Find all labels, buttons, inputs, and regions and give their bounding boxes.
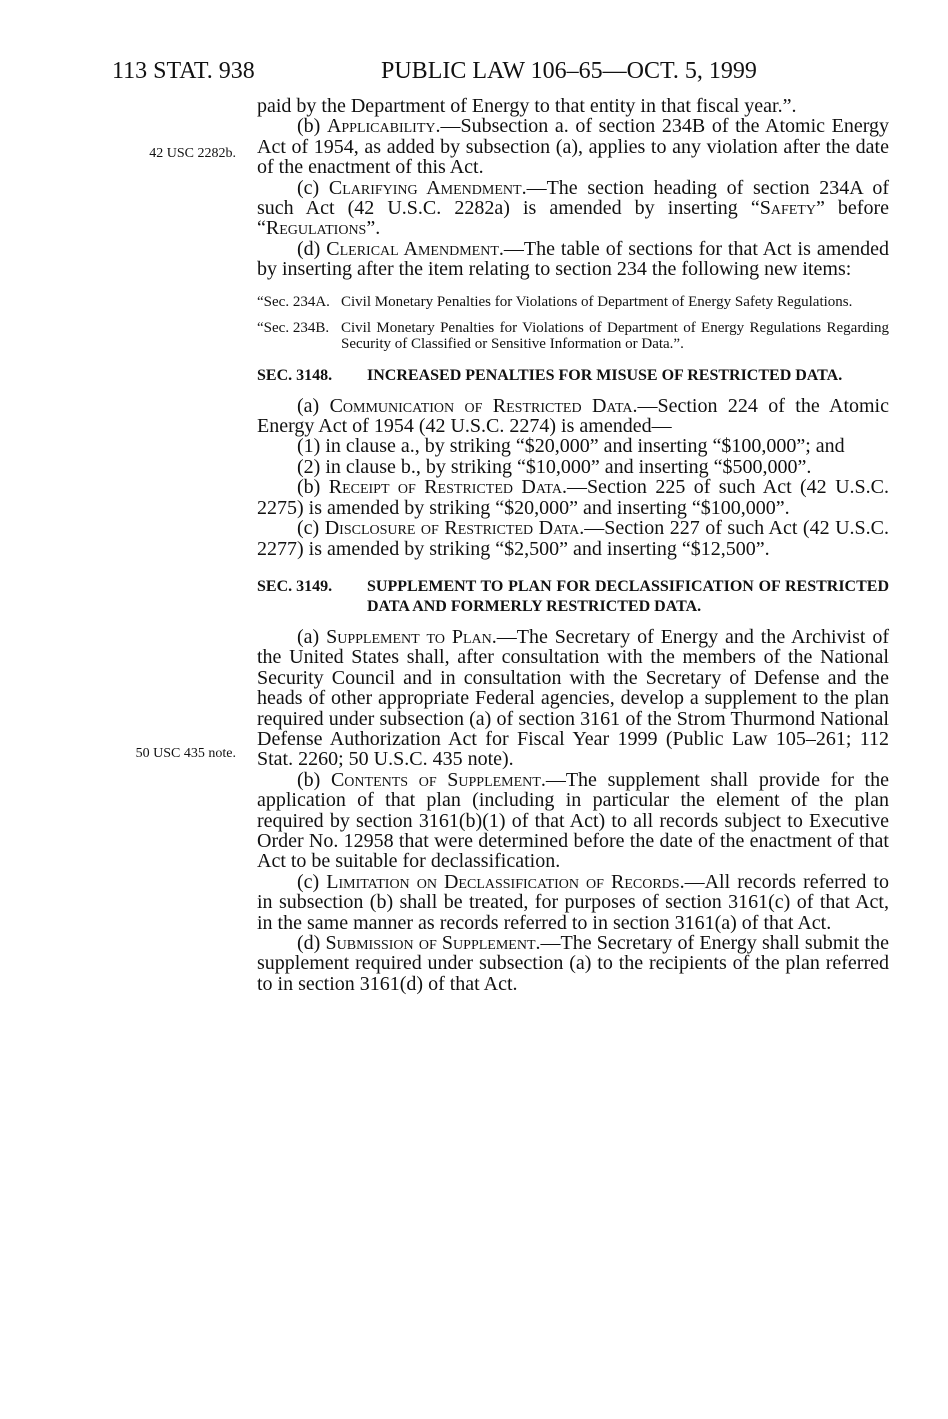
- subsection-heading: Supplement to Plan: [326, 625, 492, 648]
- section-number: SEC. 3149.: [257, 577, 333, 595]
- paragraph-continuation: paid by the Department of Energy to that entity in that fiscal year.”.: [257, 95, 797, 117]
- subsection-label: (c): [297, 176, 329, 199]
- section-title: INCREASED PENALTIES FOR MISUSE OF RESTRICTED DATA.: [367, 366, 843, 384]
- subsection-label: (c): [297, 517, 325, 540]
- subsection-text: .—The Secretary of Energy and the Archivist of the United States shall, after consultation with the members of the National Security Council and in consultation with the Secretary of Defense and the heads of other appropriate Federal agencies, develop a supplement to the plan required under subsection (a) of section 3161 of the Strom Thurmond National Defense Authorization Act for Fiscal Year 1999 (Public Law 105–261; 112 Stat. 2260; 50 U.S.C. 435 note).: [257, 625, 889, 771]
- subsection-heading: Communication of Restricted Data: [329, 394, 633, 417]
- toc-entry: [257, 294, 889, 310]
- clause-2: (2) in clause b., by striking “$10,000” and inserting “$500,000”.: [297, 455, 812, 478]
- subsection-text: .—All records referred to in subsection (b) shall be treated, for purposes of section 3161(c) of that Act, in the same manner as records referred to in section 3161(a) of that Act.: [257, 870, 889, 934]
- subsection-heading: Disclosure of Restricted Data: [324, 517, 580, 540]
- subsection-text: .—Subsection a. of section 234B of the Atomic Energy Act of 1954, as added by subsection (a), applies to any violation after the date of the enactment of this Act.: [257, 115, 889, 179]
- subsection-heading: Contents of Supplement: [330, 768, 541, 791]
- subsection-text: .—Section 225 of such Act (42 U.S.C. 2275) is amended by striking “$20,000” and inserting “$100,000”.: [257, 476, 889, 519]
- section-heading-3149: [257, 577, 889, 617]
- subsection-d-submission: [257, 933, 889, 994]
- subsection-b-receipt: [257, 477, 889, 518]
- subsection-label: (b): [297, 768, 331, 791]
- subsection-a-communication: [257, 396, 889, 437]
- margin-note-42-usc: 42 USC 2282b.: [149, 146, 236, 161]
- toc-section-number: “Sec. 234B.: [257, 319, 330, 336]
- section-title: SUPPLEMENT TO PLAN FOR DECLASSIFICATION OF RESTRICTED DATA AND FORMERLY RESTRICTED DATA.: [367, 577, 889, 615]
- subsection-heading: Receipt of Restricted Data: [328, 476, 562, 499]
- toc-section-title: Civil Monetary Penalties for Violations of Department of Energy Safety Regulations.: [341, 293, 853, 310]
- subsection-text: .—Section 224 of the Atomic Energy Act of 1954 (42 U.S.C. 2274) is amended—: [257, 394, 889, 438]
- subsection-label: (a): [297, 625, 327, 648]
- existing-word-regulations: Regulations: [265, 217, 367, 240]
- subsection-text: .—The Secretary of Energy shall submit the supplement required under subsection (a) to the recipients of the plan referred to in section 3161(d) of that Act.: [257, 932, 889, 995]
- toc-section-number: “Sec. 234A.: [257, 293, 330, 310]
- subsection-label: (b): [297, 476, 329, 499]
- toc-section-title: Civil Monetary Penalties for Violations of Department of Energy Regulations Regarding Security of Classified or Sensitive Information or Data.”.: [341, 319, 889, 352]
- subsection-label: (d): [297, 237, 327, 260]
- subsection-heading: Clarifying Amendment: [328, 176, 522, 199]
- section-number: SEC. 3148.: [257, 366, 333, 384]
- toc-entry: [257, 320, 889, 352]
- subsection-text: ” before “: [257, 197, 890, 240]
- subsection-heading: Applicability: [326, 115, 436, 138]
- subsection-text: .—The table of sections for that Act is amended by inserting after the item relating to section 234 the following new items:: [257, 237, 890, 281]
- subsection-d-clerical-amendment: [257, 239, 889, 280]
- subsection-heading: Clerical Amendment: [326, 237, 499, 260]
- margin-note-50-usc: 50 USC 435 note.: [135, 746, 236, 761]
- section-heading-3148: [257, 366, 889, 386]
- subsection-c-limitation: [257, 872, 889, 933]
- law-title: PUBLIC LAW 106–65—OCT. 5, 1999: [381, 58, 757, 84]
- subsection-text: .—Section 227 of such Act (42 U.S.C. 2277) is amended by striking “$2,500” and inserting “$12,500”.: [257, 517, 889, 560]
- subsection-text: ”.: [366, 217, 381, 240]
- subsection-heading: Submission of Supplement: [325, 932, 536, 954]
- page-citation: 113 STAT. 938: [112, 58, 255, 84]
- subsection-heading: Limitation on Declassification of Records: [326, 870, 680, 893]
- inserted-word-safety: Safety: [759, 197, 816, 220]
- running-head: [112, 56, 892, 86]
- subsection-label: (b): [297, 115, 327, 138]
- subsection-c-clarifying-amendment: [257, 178, 889, 239]
- subsection-label: (c): [297, 870, 327, 893]
- clause-1: (1) in clause a., by striking “$20,000” and inserting “$100,000”; and: [297, 435, 845, 458]
- subsection-a-supplement: [257, 627, 889, 770]
- body-text: [257, 96, 889, 994]
- subsection-label: (a): [297, 394, 330, 417]
- subsection-text: .—The section heading of section 234A of such Act (42 U.S.C. 2282a) is amended by inserting “: [257, 176, 889, 220]
- table-of-sections: [257, 294, 889, 352]
- subsection-b-contents: [257, 770, 889, 872]
- subsection-text: .—The supplement shall provide for the application of that plan (including in particular the element of the plan required by section 3161(b)(1) of that Act) to all records subject to Executive Order No. 12958 that were determined before the date of the enactment of that Act to be suitable for declassification.: [257, 768, 889, 873]
- subsection-c-disclosure: [257, 518, 889, 559]
- subsection-label: (d): [297, 932, 326, 954]
- subsection-b-applicability: [257, 116, 889, 177]
